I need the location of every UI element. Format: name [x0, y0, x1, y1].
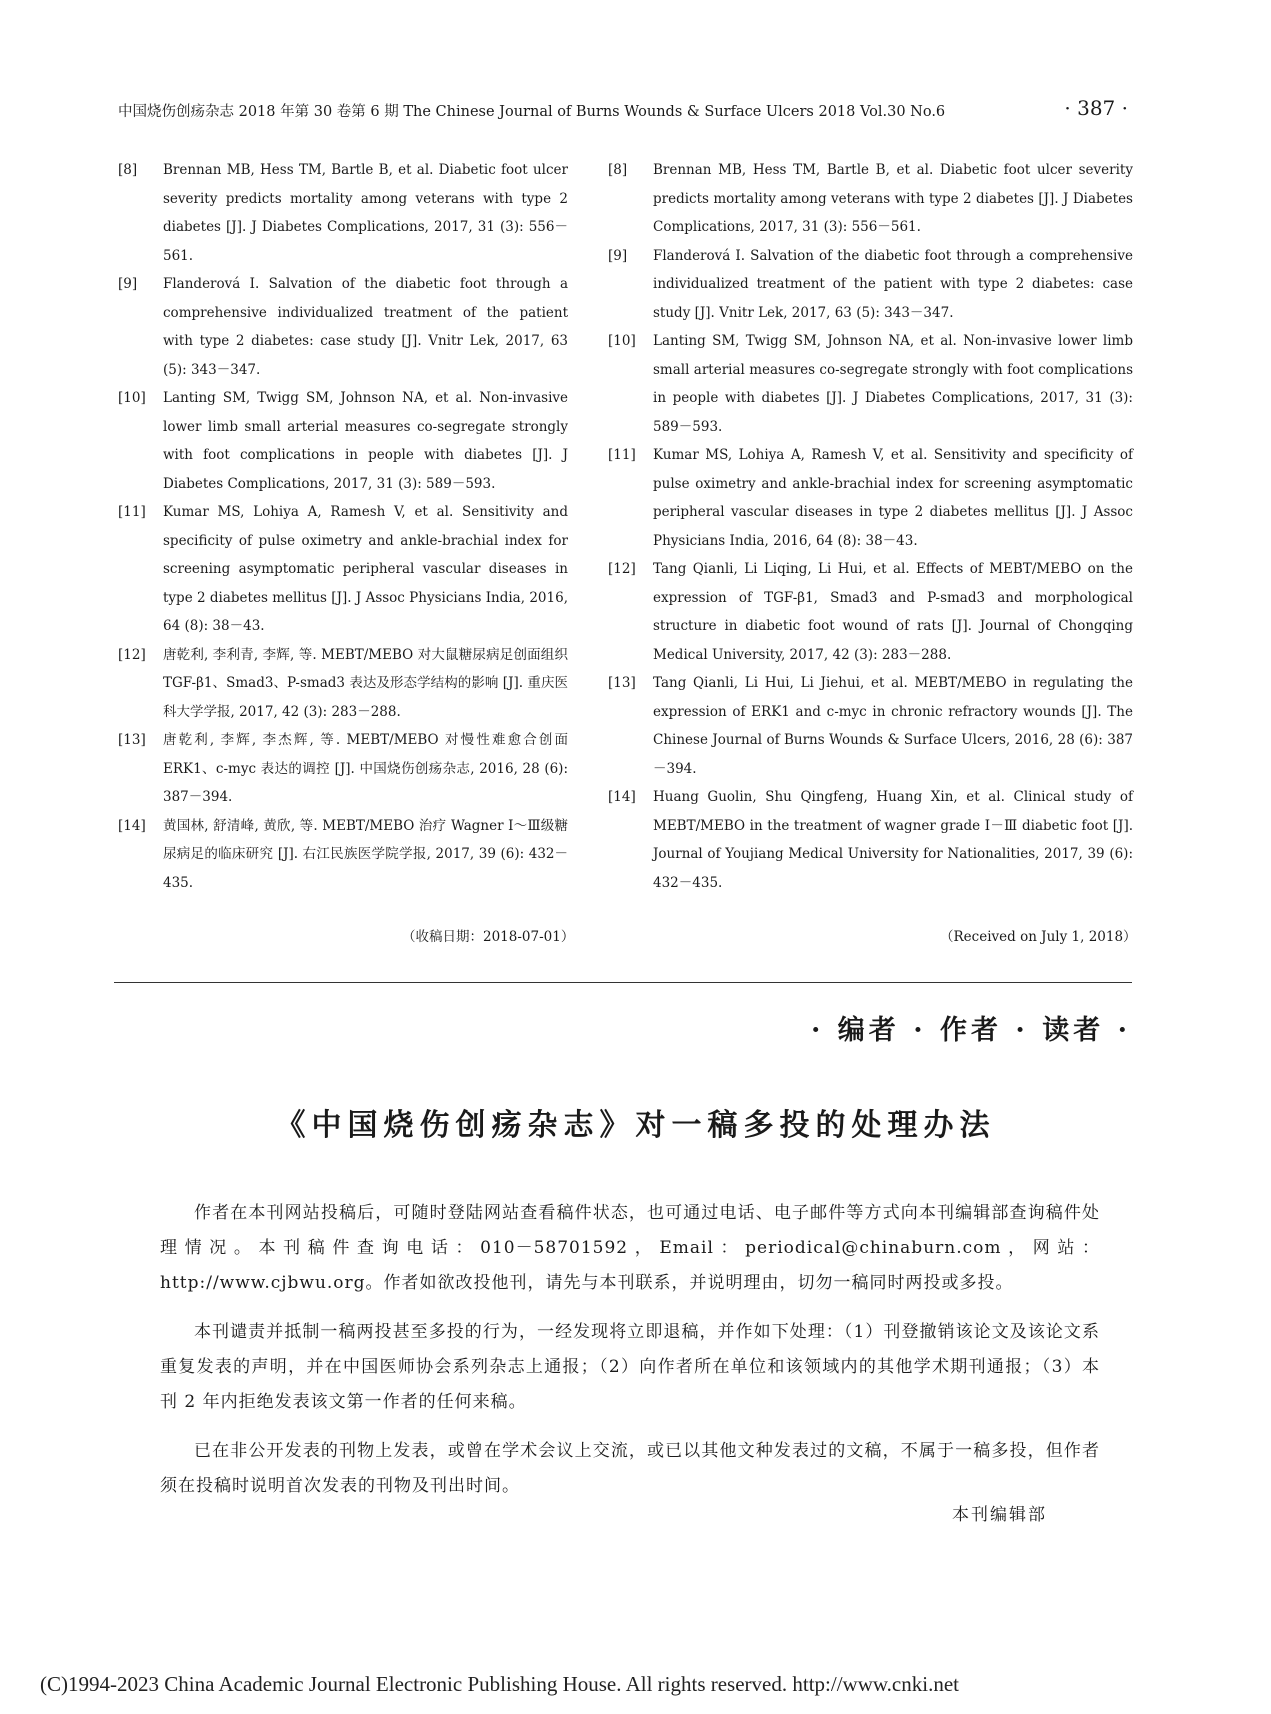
reference-text: 黄国林, 舒清峰, 黄欣, 等. MEBT/MEBO 治疗 Wagner Ⅰ～Ⅲ级糖尿病足的临床研究 [J]. 右江民族医学院学报, 2017, 39 (6): 432－435. — [163, 817, 568, 891]
reference-text: Lanting SM, Twigg SM, Johnson NA, et al. Non-invasive lower limb small arterial measures co-segregate strongly with foot complications in people with diabetes [J]. J Diabetes Complications, 2017, 31 (3): 589－593. — [163, 390, 568, 492]
reference-item — [608, 441, 1133, 555]
reference-text: Flanderová I. Salvation of the diabetic foot through a comprehensive individualized treatment of the patient with type 2 diabetes: case study [J]. Vnitr Lek, 2017, 63 (5): 343－347. — [653, 247, 1133, 321]
reference-item — [118, 156, 568, 270]
signature: 本刊编辑部 — [952, 1505, 1047, 1525]
reference-item — [608, 555, 1133, 669]
reference-text: 唐乾利, 李利青, 李辉, 等. MEBT/MEBO 对大鼠糖尿病足创面组织 TGF-β1、Smad3、P-smad3 表达及形态学结构的影响 [J]. 重庆医科大学学报, 2017, 42 (3): 283－288. — [163, 646, 568, 720]
paragraph: 作者在本刊网站投稿后，可随时登陆网站查看稿件状态，也可通过电话、电子邮件等方式向本刊编辑部查询稿件处理情况。本刊稿件查询电话：010－58701592，Email：periodical@chinaburn.com，网站：http://www.cjbwu.org。作者如欲改投他刊，请先与本刊联系，并说明理由，切勿一稿同时两投或多投。 — [160, 1203, 1101, 1293]
running-header — [118, 98, 1128, 122]
reference-item — [118, 726, 568, 812]
column-title: · 编者 · 作者 · 读者 · — [811, 1015, 1131, 1046]
reference-item — [118, 812, 568, 898]
journal-header: 中国烧伤创疡杂志 2018 年第 30 卷第 6 期 The Chinese Journal of Burns Wounds & Surface Ulcers 2018 Vol.30 No.6 — [118, 104, 946, 120]
reference-text: Tang Qianli, Li Liqing, Li Hui, et al. Effects of MEBT/MEBO on the expression of TGF-β1, Smad3 and P-smad3 and morphological structure in diabetic foot wound of rats [J]. Journal of Chongqing Medical University, 2017, 42 (3): 283－288. — [653, 561, 1133, 663]
reference-number: [12] — [118, 646, 146, 663]
reference-number: [14] — [608, 789, 636, 805]
reference-number: [10] — [608, 333, 636, 349]
references-english-column — [608, 156, 1133, 897]
reference-item — [608, 327, 1133, 441]
reference-item — [118, 384, 568, 498]
reference-number: [13] — [608, 675, 636, 691]
page-number: · 387 · — [1064, 96, 1128, 120]
references-chinese-column — [118, 156, 568, 897]
reference-number: [11] — [608, 447, 636, 463]
reference-number: [13] — [118, 732, 146, 748]
section-divider — [114, 982, 1132, 983]
reference-item — [608, 669, 1133, 783]
received-date-cn: （收稿日期：2018-07-01） — [402, 929, 575, 945]
article-body — [160, 1196, 1100, 1518]
reference-text: Brennan MB, Hess TM, Bartle B, et al. Diabetic foot ulcer severity predicts mortality among veterans with type 2 diabetes [J]. J Diabetes Complications, 2017, 31 (3): 556－561. — [163, 162, 568, 264]
reference-item — [608, 156, 1133, 242]
reference-text: Kumar MS, Lohiya A, Ramesh V, et al. Sensitivity and specificity of pulse oximetry and ankle-brachial index for screening asymptomatic peripheral vascular diseases in type 2 diabetes mellitus [J]. J Assoc Physicians India, 2016, 64 (8): 38－43. — [653, 447, 1133, 549]
reference-text: Lanting SM, Twigg SM, Johnson NA, et al. Non-invasive lower limb small arterial measures co-segregate strongly with foot complications in people with diabetes [J]. J Diabetes Complications, 2017, 31 (3): 589－593. — [653, 333, 1133, 435]
reference-item — [608, 783, 1133, 897]
reference-item — [118, 270, 568, 384]
article-title: 《中国烧伤创疡杂志》对一稿多投的处理办法 — [275, 1108, 996, 1143]
reference-text: Brennan MB, Hess TM, Bartle B, et al. Diabetic foot ulcer severity predicts mortality among veterans with type 2 diabetes [J]. J Diabetes Complications, 2017, 31 (3): 556－561. — [653, 162, 1133, 235]
reference-text: Huang Guolin, Shu Qingfeng, Huang Xin, et al. Clinical study of MEBT/MEBO in the treatment of wagner grade Ⅰ－Ⅲ diabetic foot [J]. Journal of Youjiang Medical University for Nationalities, 2017, 39 (6): 432－435. — [653, 789, 1133, 891]
reference-number: [11] — [118, 504, 146, 520]
reference-item — [608, 242, 1133, 328]
reference-text: 唐乾利, 李辉, 李杰辉, 等. MEBT/MEBO 对慢性难愈合创面 ERK1、c-myc 表达的调控 [J]. 中国烧伤创疡杂志, 2016, 28 (6): 387－394. — [163, 732, 568, 805]
reference-number: [14] — [118, 817, 146, 834]
reference-number: [8] — [608, 162, 628, 178]
reference-text: Kumar MS, Lohiya A, Ramesh V, et al. Sensitivity and specificity of pulse oximetry and ankle-brachial index for screening asymptomatic peripheral vascular diseases in type 2 diabetes mellitus [J]. J Assoc Physicians India, 2016, 64 (8): 38－43. — [163, 504, 568, 634]
copyright-footer: (C)1994-2023 China Academic Journal Electronic Publishing House. All rights reserved. http://www.cnki.net — [40, 1672, 959, 1696]
paragraph: 已在非公开发表的刊物上发表，或曾在学术会议上交流，或已以其他文种发表过的文稿，不属于一稿多投，但作者须在投稿时说明首次发表的刊物及刊出时间。 — [160, 1441, 1100, 1496]
received-date-en: （Received on July 1, 2018） — [940, 929, 1137, 945]
reference-number: [12] — [608, 561, 636, 577]
reference-item — [118, 641, 568, 727]
reference-number: [10] — [118, 390, 146, 406]
reference-text: Tang Qianli, Li Hui, Li Jiehui, et al. MEBT/MEBO in regulating the expression of ERK1 and c-myc in chronic refractory wounds [J]. The Chinese Journal of Burns Wounds & Surface Ulcers, 2016, 28 (6): 387－394. — [653, 675, 1133, 777]
paragraph: 本刊谴责并抵制一稿两投甚至多投的行为，一经发现将立即退稿，并作如下处理：（1）刊登撤销该论文及该论文系重复发表的声明，并在中国医师协会系列杂志上通报；（2）向作者所在单位和该领域内的其他学术期刊通报；（3）本刊 2 年内拒绝发表该文第一作者的任何来稿。 — [160, 1322, 1100, 1412]
reference-number: [9] — [118, 276, 138, 292]
reference-number: [8] — [118, 162, 138, 178]
reference-item — [118, 498, 568, 641]
reference-number: [9] — [608, 247, 628, 264]
reference-text: Flanderová I. Salvation of the diabetic foot through a comprehensive individualized treatment of the patient with type 2 diabetes: case study [J]. Vnitr Lek, 2017, 63 (5): 343－347. — [163, 276, 568, 378]
